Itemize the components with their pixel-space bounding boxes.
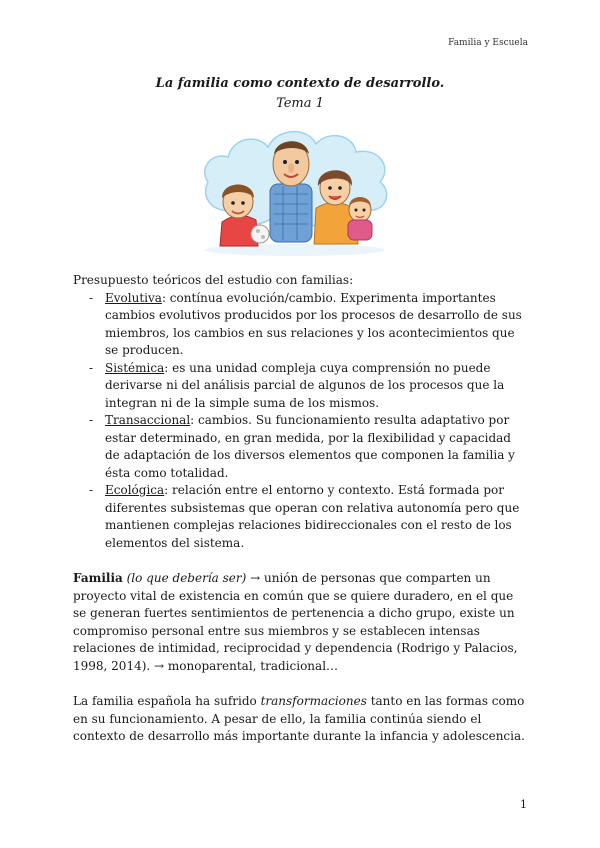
item-text: : cambios. Su funcionamiento resulta adaptativo por estar determinado, en gran medida, por la flexibilidad y capacidad de adaptación de los diversos elementos que componen la familia y ésta como totalidad. [105, 413, 515, 480]
familia-text: → unión de personas que comparten un proyecto vital de existencia en común que se quiere duradero, en el que se generan fuertes sentimientos de pertenencia a dicho grupo, existe un compromiso personal entre sus miembros y se establecen intensas relaciones de intimidad, reciprocidad y dependencia (Rodrigo y Palacios, 1998, 2014). → monoparental, tradicional… [73, 571, 518, 673]
page-subtitle: Tema 1 [276, 96, 324, 111]
item-text: : contínua evolución/cambio. Experimenta importantes cambios evolutivos producidos por los procesos de desarrollo de sus miembros, los cambios en sus relaciones y los acontecimientos que se producen. [105, 290, 522, 357]
familia-espanola-paragraph [73, 693, 529, 746]
familia-definition [73, 570, 529, 675]
list-item: - Ecológica: relación entre el entorno y contexto. Está formada por diferentes subsistemas que operan con relativa autonomía pero que mantienen complejas relaciones bidireccionales con el resto de los elementos del sistema. [89, 483, 520, 550]
paragraph-end: tanto en las formas como en su funcionamiento. A pesar de ello, la familia continúa siendo el contexto de desarrollo más importante durante la infancia y adolescencia. [73, 694, 525, 743]
item-term: Sistémica [105, 360, 165, 375]
page-number: 1 [520, 798, 527, 811]
item-term: Ecológica [105, 483, 165, 497]
list-item: - Evolutiva: contínua evolución/cambio. Experimenta importantes cambios evolutivos producidos por los procesos de desarrollo de sus miembros, los cambios en sus relaciones y los acontecimientos que se producen. [89, 290, 522, 357]
list-item: - Sistémica: es una unidad compleja cuya comprensión no puede derivarse ni del análisis parcial de algunos de los procesos que la integran ni de la simple suma de los mismos. [89, 360, 505, 410]
list-item: - Transaccional: cambios. Su funcionamiento resulta adaptativo por estar determinado, en gran medida, por la flexibilidad y capacidad de adaptación de los diversos elementos que componen la familia y ésta como totalidad. [89, 413, 515, 480]
page-title: La familia como contexto de desarrollo. [155, 76, 445, 91]
paragraph-start: La familia española ha sufrido [73, 694, 261, 708]
family-illustration-icon [188, 112, 402, 260]
familia-note: (lo que debería ser) [126, 571, 247, 585]
theory-list [73, 290, 529, 553]
item-text: : relación entre el entorno y contexto. Está formada por diferentes subsistemas que operan con relativa autonomía pero que mantienen complejas relaciones bidireccionales con el resto de los elementos del sistema. [105, 483, 520, 550]
section-intro: Presupuesto teóricos del estudio con familias: [73, 273, 354, 287]
familia-term: Familia [73, 571, 123, 585]
main-content [73, 272, 529, 746]
running-header: Familia y Escuela [448, 38, 528, 48]
item-term: Evolutiva [105, 290, 162, 305]
paragraph-emphasis: transformaciones [260, 694, 367, 708]
item-term: Transaccional [105, 413, 191, 427]
item-text: : es una unidad compleja cuya comprensión no puede derivarse ni del análisis parcial de algunos de los procesos que la integran ni de la simple suma de los mismos. [105, 360, 505, 410]
